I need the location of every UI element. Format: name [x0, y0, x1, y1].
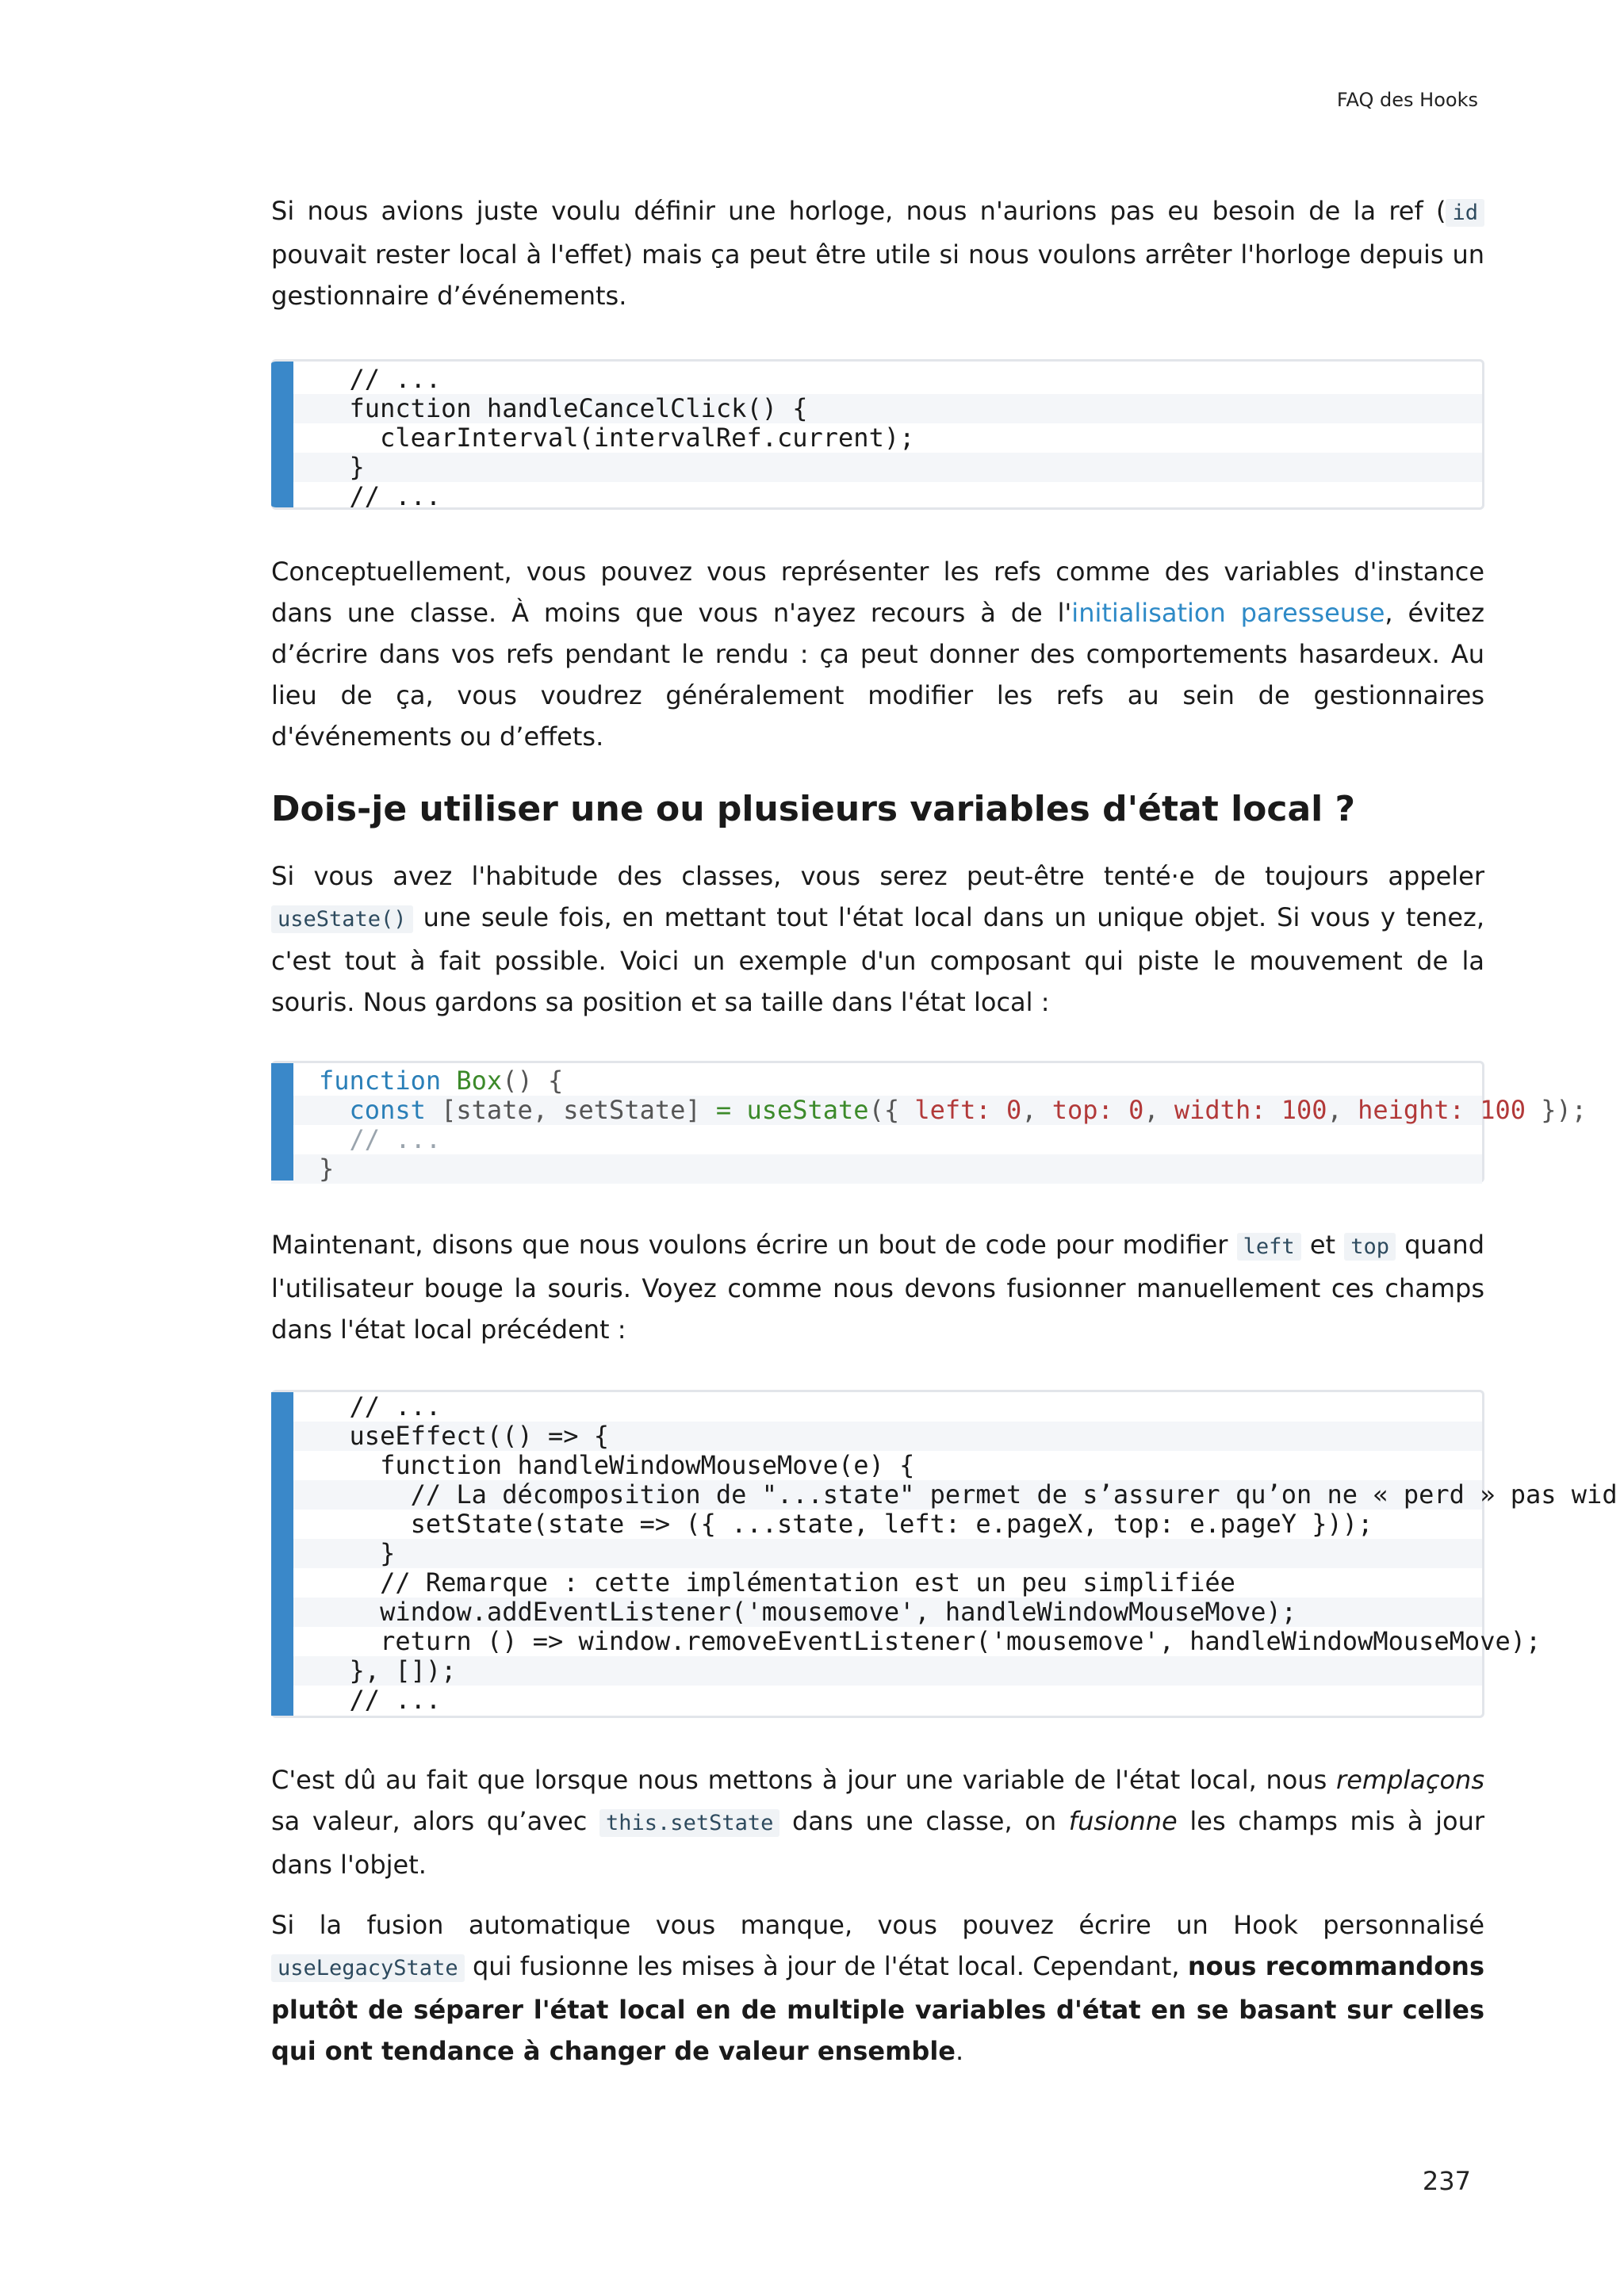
page-number: 237 — [1422, 2166, 1471, 2196]
running-header: FAQ des Hooks — [1336, 89, 1478, 111]
